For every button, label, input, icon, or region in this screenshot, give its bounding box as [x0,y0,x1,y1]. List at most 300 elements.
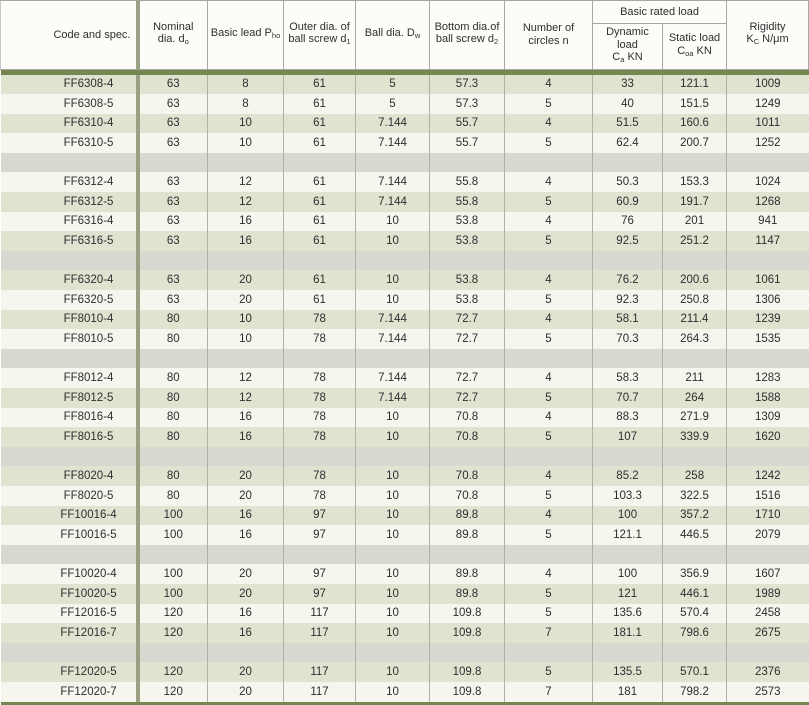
table-cell: 63 [138,114,208,134]
table-cell: 80 [138,486,208,506]
table-cell: 10 [356,290,430,310]
table-cell [505,545,593,565]
table-cell: 211 [663,368,727,388]
table-cell: 117 [284,623,356,643]
table-cell [430,349,505,369]
table-cell: 10 [356,604,430,624]
code-cell: FF12016-7 [1,623,138,643]
table-cell [208,447,284,467]
table-cell: 16 [208,427,284,447]
table-cell: 1268 [727,192,809,212]
code-cell: FF6320-4 [1,270,138,290]
table-cell [138,447,208,467]
table-cell [284,643,356,663]
code-cell: FF6310-4 [1,114,138,134]
table-cell: 4 [505,506,593,526]
header-code: Code and spec. [1,1,138,70]
table-cell: 58.1 [593,310,663,330]
table-cell [284,251,356,271]
table-cell: 80 [138,466,208,486]
header-basic-lead: Basic lead $P_{ho}$ [208,1,284,70]
table-cell: 63 [138,231,208,251]
table-cell [727,447,809,467]
code-cell: FF8020-5 [1,486,138,506]
table-cell [430,545,505,565]
table-row [1,525,809,545]
table-cell: 16 [208,231,284,251]
table-cell: 2458 [727,604,809,624]
table-cell: 85.2 [593,466,663,486]
code-cell [1,153,138,173]
table-cell [138,153,208,173]
table-cell [593,251,663,271]
code-cell: FF8012-5 [1,388,138,408]
table-cell: 5 [356,94,430,114]
separator-row [1,251,809,271]
table-cell: 4 [505,564,593,584]
table-cell: 7.144 [356,310,430,330]
table-cell: 201 [663,212,727,232]
code-cell: FF6316-5 [1,231,138,251]
table-cell: 80 [138,310,208,330]
table-cell [430,447,505,467]
table-cell: 570.4 [663,604,727,624]
table-header [1,1,809,70]
code-cell: FF12020-5 [1,662,138,682]
table-cell: 10 [356,564,430,584]
table-cell [663,643,727,663]
table-cell: 16 [208,623,284,643]
table-cell: 322.5 [663,486,727,506]
table-cell: 109.8 [430,682,505,702]
table-cell: 61 [284,133,356,153]
table-cell [284,349,356,369]
table-cell: 78 [284,466,356,486]
table-cell: 100 [138,525,208,545]
code-cell [1,545,138,565]
table-cell: 50.3 [593,172,663,192]
table-cell [208,349,284,369]
table-cell: 7.144 [356,388,430,408]
code-cell: FF6308-5 [1,94,138,114]
table-cell: 251.2 [663,231,727,251]
code-cell: FF6310-5 [1,133,138,153]
table-cell: 7.144 [356,192,430,212]
table-cell: 5 [505,662,593,682]
table-cell: 63 [138,192,208,212]
table-row [1,564,809,584]
table-cell: 70.8 [430,427,505,447]
table-cell [208,545,284,565]
table-cell: 8 [208,94,284,114]
table-cell: 53.8 [430,270,505,290]
table-cell: 20 [208,290,284,310]
table-cell [430,153,505,173]
table-cell: 80 [138,368,208,388]
code-cell: FF8020-4 [1,466,138,486]
table-cell [593,153,663,173]
table-cell: 121.1 [663,75,727,95]
table-cell [430,251,505,271]
table-cell: 10 [208,133,284,153]
code-cell: FF8012-4 [1,368,138,388]
table-row [1,75,809,95]
table-cell: 20 [208,584,284,604]
table-cell: 798.2 [663,682,727,702]
table-cell: 271.9 [663,408,727,428]
table-cell: 61 [284,192,356,212]
table-cell: 446.5 [663,525,727,545]
table-cell: 80 [138,427,208,447]
table-cell [663,251,727,271]
code-cell: FF10020-5 [1,584,138,604]
code-cell [1,643,138,663]
table-cell: 12 [208,368,284,388]
code-cell: FF6312-4 [1,172,138,192]
table-cell: 10 [356,270,430,290]
header-dynamic-load: Dynamic load $C_a$ KN [593,24,663,70]
code-cell: FF8016-4 [1,408,138,428]
table-cell: 5 [505,525,593,545]
table-cell: 92.5 [593,231,663,251]
table-cell: 4 [505,75,593,95]
table-cell: 181 [593,682,663,702]
table-cell [505,251,593,271]
table-cell: 80 [138,329,208,349]
table-cell: 70.8 [430,466,505,486]
table-cell: 1024 [727,172,809,192]
code-cell: FF6312-5 [1,192,138,212]
table-row [1,368,809,388]
table-cell: 20 [208,270,284,290]
table-cell: 60.9 [593,192,663,212]
table-cell: 72.7 [430,388,505,408]
code-cell: FF10016-5 [1,525,138,545]
table-cell: 7.144 [356,329,430,349]
table-cell: 151.5 [663,94,727,114]
table-cell: 57.3 [430,94,505,114]
table-cell: 250.8 [663,290,727,310]
table-cell: 5 [505,427,593,447]
table-cell: 33 [593,75,663,95]
table-row [1,584,809,604]
table-cell: 78 [284,486,356,506]
table-cell: 2573 [727,682,809,702]
table-cell [356,349,430,369]
table-cell [593,349,663,369]
table-cell: 5 [505,486,593,506]
table-cell: 200.6 [663,270,727,290]
table-cell: 4 [505,310,593,330]
separator-row [1,447,809,467]
table-cell [356,545,430,565]
table-cell: 70.3 [593,329,663,349]
table-cell: 97 [284,506,356,526]
header-bottom-dia: Bottom dia.of ball screw $d_2$ [430,1,505,70]
table-cell: 16 [208,604,284,624]
table-cell: 1620 [727,427,809,447]
table-cell: 20 [208,682,284,702]
table-cell: 16 [208,506,284,526]
table-cell: 191.7 [663,192,727,212]
header-basic-rated-load: Basic rated load [593,1,727,24]
code-cell: FF8010-5 [1,329,138,349]
table-cell [356,153,430,173]
table-row [1,427,809,447]
table-cell: 61 [284,172,356,192]
code-cell: FF6308-4 [1,75,138,95]
table-cell: 7.144 [356,368,430,388]
table-cell: 10 [356,682,430,702]
table-cell: 1061 [727,270,809,290]
table-cell [593,545,663,565]
table-cell: 12 [208,388,284,408]
table-cell: 92.3 [593,290,663,310]
table-cell: 1607 [727,564,809,584]
table-cell: 20 [208,662,284,682]
table-cell: 103.3 [593,486,663,506]
table-cell: 70.8 [430,408,505,428]
table-bottom-border [1,702,809,705]
table-cell: 7.144 [356,172,430,192]
table-cell: 1011 [727,114,809,134]
table-cell: 5 [505,133,593,153]
table-cell [727,643,809,663]
code-cell [1,349,138,369]
table-cell: 160.6 [663,114,727,134]
code-cell: FF6316-4 [1,212,138,232]
table-cell [593,447,663,467]
table-cell: 7.144 [356,133,430,153]
table-cell: 76.2 [593,270,663,290]
table-cell: 109.8 [430,623,505,643]
table-cell: 570.1 [663,662,727,682]
table-cell: 357.2 [663,506,727,526]
table-row [1,604,809,624]
table-row [1,466,809,486]
table-cell: 941 [727,212,809,232]
table-cell: 5 [505,604,593,624]
table-cell: 1249 [727,94,809,114]
table-cell: 61 [284,231,356,251]
table-body [1,69,809,705]
table-cell: 10 [208,114,284,134]
table-cell: 120 [138,662,208,682]
table-cell [284,545,356,565]
table-cell: 63 [138,290,208,310]
table-cell: 4 [505,114,593,134]
table-row [1,192,809,212]
table-cell: 1009 [727,75,809,95]
table-cell: 4 [505,408,593,428]
table-cell: 2675 [727,623,809,643]
table-row [1,486,809,506]
table-cell: 63 [138,270,208,290]
table-cell [727,153,809,173]
table-cell: 121.1 [593,525,663,545]
table-cell: 55.7 [430,133,505,153]
table-cell: 78 [284,329,356,349]
table-cell: 61 [284,75,356,95]
table-cell: 5 [505,584,593,604]
table-cell: 1242 [727,466,809,486]
table-cell [138,251,208,271]
table-cell: 10 [356,623,430,643]
table-cell: 10 [356,525,430,545]
table-row [1,388,809,408]
table-cell: 61 [284,270,356,290]
table-cell: 61 [284,114,356,134]
table-cell: 100 [138,506,208,526]
table-cell: 100 [593,564,663,584]
table-bottom-border [1,702,809,705]
table-cell: 51.5 [593,114,663,134]
table-cell: 5 [505,290,593,310]
table-cell [663,447,727,467]
table-cell: 135.6 [593,604,663,624]
table-cell [208,153,284,173]
table-cell: 264.3 [663,329,727,349]
table-cell: 2376 [727,662,809,682]
table-cell: 20 [208,486,284,506]
table-cell: 264 [663,388,727,408]
code-cell: FF8016-5 [1,427,138,447]
table-cell: 1306 [727,290,809,310]
table-cell: 55.8 [430,172,505,192]
table-cell: 135.5 [593,662,663,682]
table-cell [138,545,208,565]
table-cell: 63 [138,75,208,95]
table-cell [356,251,430,271]
table-cell [356,643,430,663]
header-nominal-dia: Nominal dia. $d_o$ [138,1,208,70]
table-row [1,114,809,134]
table-cell: 78 [284,368,356,388]
table-cell: 53.8 [430,212,505,232]
table-cell: 446.1 [663,584,727,604]
table-cell [505,643,593,663]
table-cell: 5 [505,329,593,349]
table-cell: 120 [138,623,208,643]
separator-row [1,643,809,663]
table-cell: 1535 [727,329,809,349]
table-row [1,290,809,310]
code-cell [1,447,138,467]
table-cell: 97 [284,564,356,584]
table-cell: 8 [208,75,284,95]
table-cell: 63 [138,212,208,232]
table-cell: 4 [505,212,593,232]
table-cell: 1588 [727,388,809,408]
table-cell: 4 [505,368,593,388]
table-cell: 63 [138,133,208,153]
table-cell: 7.144 [356,114,430,134]
code-cell: FF6320-5 [1,290,138,310]
table-cell: 40 [593,94,663,114]
table-row [1,212,809,232]
code-cell: FF10020-4 [1,564,138,584]
table-cell: 58.3 [593,368,663,388]
table-cell: 57.3 [430,75,505,95]
table-cell: 61 [284,290,356,310]
table-cell [208,643,284,663]
table-cell: 10 [356,212,430,232]
table-row [1,133,809,153]
table-cell [663,349,727,369]
table-cell [505,153,593,173]
table-cell [663,545,727,565]
header-rigidity: Rigidity $K_C$ N/μm [727,1,809,70]
table-cell: 1989 [727,584,809,604]
table-cell: 16 [208,525,284,545]
table-cell: 1283 [727,368,809,388]
table-cell: 5 [505,94,593,114]
table-cell: 107 [593,427,663,447]
table-cell: 61 [284,212,356,232]
table-cell: 53.8 [430,231,505,251]
table-cell: 4 [505,172,593,192]
table-cell: 1309 [727,408,809,428]
table-cell: 53.8 [430,290,505,310]
table-cell: 20 [208,564,284,584]
table-cell: 63 [138,172,208,192]
table-cell: 70.7 [593,388,663,408]
table-cell: 72.7 [430,329,505,349]
table-cell: 78 [284,310,356,330]
header-static-load: Static load $C_{oa}$ KN [663,24,727,70]
table-cell: 72.7 [430,310,505,330]
table-cell [284,153,356,173]
table-cell [430,643,505,663]
table-cell: 76 [593,212,663,232]
table-cell: 4 [505,270,593,290]
table-cell: 1239 [727,310,809,330]
table-cell: 109.8 [430,604,505,624]
table-cell: 5 [505,192,593,212]
table-cell: 120 [138,682,208,702]
table-cell: 78 [284,388,356,408]
table-cell: 109.8 [430,662,505,682]
table-cell: 16 [208,212,284,232]
table-cell: 62.4 [593,133,663,153]
table-cell: 61 [284,94,356,114]
table-row [1,310,809,330]
table-cell: 5 [356,75,430,95]
table-cell: 5 [505,231,593,251]
table-cell: 100 [593,506,663,526]
table-cell: 10 [356,662,430,682]
table-cell: 70.8 [430,486,505,506]
table-cell: 1147 [727,231,809,251]
table-cell [284,447,356,467]
table-cell: 10 [356,408,430,428]
table-cell: 10 [356,506,430,526]
table-cell: 72.7 [430,368,505,388]
table-cell: 5 [505,388,593,408]
table-cell: 211.4 [663,310,727,330]
table-cell: 12 [208,192,284,212]
table-cell: 78 [284,408,356,428]
table-cell: 20 [208,466,284,486]
table-cell: 88.3 [593,408,663,428]
table-cell [208,251,284,271]
table-cell: 10 [208,310,284,330]
table-cell: 1252 [727,133,809,153]
table-cell: 89.8 [430,564,505,584]
code-cell: FF12016-5 [1,604,138,624]
separator-row [1,349,809,369]
table-row [1,94,809,114]
